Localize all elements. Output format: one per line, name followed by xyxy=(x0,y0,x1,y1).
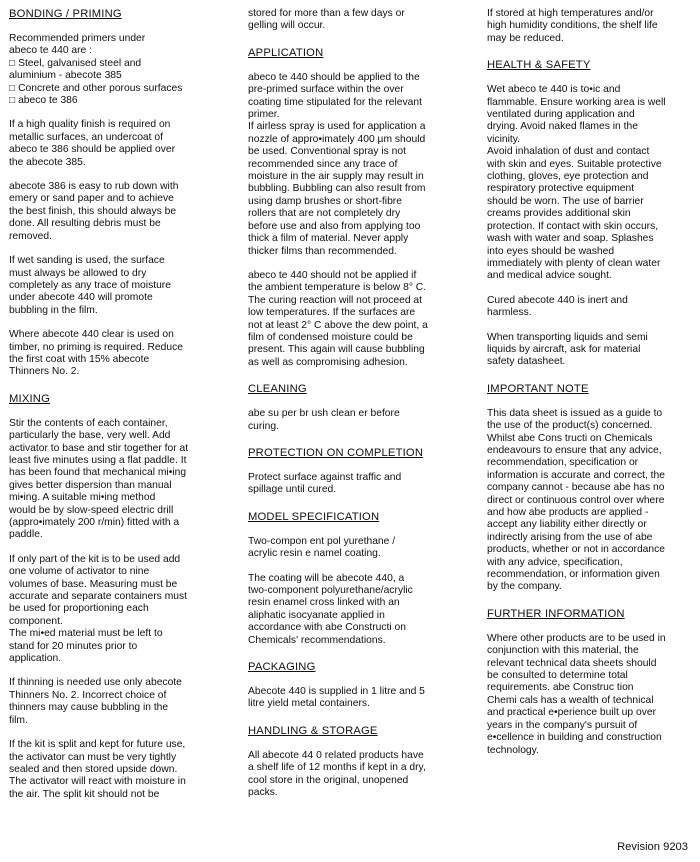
section-spacer xyxy=(487,369,695,383)
paragraph-spacer xyxy=(9,665,237,677)
heading-spacer xyxy=(248,674,476,686)
paragraph-spacer xyxy=(248,561,476,573)
section-heading: APPLICATION xyxy=(248,46,324,59)
revision-label: Revision 9203 xyxy=(617,841,688,853)
section-heading: HEALTH & SAFETY xyxy=(487,59,591,72)
section-spacer xyxy=(248,433,476,447)
body-paragraph: Two-compon ent pol yurethane / acrylic resin e namel coating. xyxy=(248,535,396,560)
body-paragraph: Protect surface against traffic and spillage until cured. xyxy=(248,471,402,496)
body-paragraph: If wet sanding is used, the surface must always be allowed to dry completely as any trace of moisture under abecote 440 will promote bubbling in the film. xyxy=(9,255,171,316)
paragraph-spacer xyxy=(9,243,237,255)
heading-spacer xyxy=(487,72,695,84)
section-spacer xyxy=(248,33,476,47)
heading-spacer xyxy=(248,396,476,408)
body-paragraph: Where other products are to be used in conjunction with this material, the relevant technical data sheets should be consulted to determine total requirements. abe Construc tion Chemi cals has a wealth of technical and practical e•perience built up over years in the company's pursuit of e•cellence in building and construction technology. xyxy=(487,632,666,756)
heading-spacer xyxy=(9,21,237,33)
body-paragraph: Recommended primers under abeco te 440 are : □ Steel, galvanised steel and aluminium - abecote 385 □ Concrete and other porous surfaces □ abeco te 386 xyxy=(9,33,183,107)
section-heading: IMPORTANT NOTE xyxy=(487,382,589,395)
section-heading: FURTHER INFORMATION xyxy=(487,607,625,620)
body-paragraph: abe su per br ush clean er before curing. xyxy=(248,408,400,432)
section-spacer xyxy=(487,594,695,608)
section-heading: PROTECTION ON COMPLETION xyxy=(248,446,424,459)
column-3 xyxy=(487,8,695,757)
paragraph-spacer xyxy=(9,107,237,119)
paragraph-spacer xyxy=(487,283,695,295)
body-paragraph: Stir the contents of each container, particularly the base, very well. Add activator to base and stir together for at least five minutes using a flat paddle. It has been found that mechanical mi•ing gives better dispersion than manual mi•ing. A suitable mi•ing method would be by slow-speed electric drill (appro•imately 200 r/min) fitted with a paddle. xyxy=(9,417,189,541)
body-paragraph: All abecote 44 0 related products have a shelf life of 12 months if kept in a dry, cool store in the original, unopened packs. xyxy=(248,749,426,799)
body-paragraph: The coating will be abecote 440, a two-component polyurethane/acrylic resin enamel cross linked with an aliphatic isocyanate applied in accordance with abe Constructi on Chemicals' recommendations. xyxy=(248,572,413,646)
heading-spacer xyxy=(248,738,476,750)
body-paragraph: If a high quality finish is required on metallic surfaces, an undercoat of abeco te 386 should be applied over the abecote 385. xyxy=(9,119,176,168)
heading-spacer xyxy=(248,524,476,536)
column-1 xyxy=(9,8,237,801)
paragraph-spacer xyxy=(248,258,476,270)
body-paragraph: stored for more than a few days or gelling will occur. xyxy=(248,8,405,32)
body-paragraph: Cured abecote 440 is inert and harmless. xyxy=(487,294,628,319)
heading-spacer xyxy=(248,60,476,72)
paragraph-spacer xyxy=(9,169,237,181)
column-2 xyxy=(248,8,476,799)
paragraph-spacer xyxy=(9,317,237,329)
section-heading: BONDING / PRIMING xyxy=(9,8,122,20)
section-spacer xyxy=(248,647,476,661)
section-heading: HANDLING & STORAGE xyxy=(248,724,378,737)
body-paragraph: abeco te 440 should be applied to the pre-primed surface within the over coating time stipulated for the relevant primer. If airless spray is used for application a nozzle of appro•imately 400 µm should be used. Conventional spray is not recommended since any trace of moisture in the air supply may result in bubbling. Bubbling can also result from using damp brushes or short-fibre rollers that are not completely dry before use and also from applying too thick a film of material. Never apply thicker films than recommended. xyxy=(248,71,426,257)
section-heading: PACKAGING xyxy=(248,661,316,674)
body-paragraph: Abecote 440 is supplied in 1 litre and 5 litre yield metal containers. xyxy=(248,686,425,710)
body-paragraph: If the kit is split and kept for future use, the activator can must be very tightly sealed and then stored upside down. The activator will react with moisture in the air. The split kit should not be xyxy=(9,739,186,800)
section-spacer xyxy=(248,711,476,725)
section-heading: CLEANING xyxy=(248,383,307,396)
paragraph-spacer xyxy=(9,542,237,554)
paragraph-spacer xyxy=(487,320,695,332)
section-spacer xyxy=(487,45,695,59)
heading-spacer xyxy=(487,396,695,408)
body-paragraph: abeco te 440 should not be applied if the ambient temperature is below 8° C. The curing reaction will not proceed at low temperatures. If the surfaces are not at least 2° C above the dew point, a film of condensed moisture could be present. This again will cause bubbling as well as compromising adhesion. xyxy=(248,269,428,368)
body-paragraph: abecote 386 is easy to rub down with emery or sand paper and to achieve the best finish, this should always be done. All resulting debris must be removed. xyxy=(9,181,179,242)
body-paragraph: If stored at high temperatures and/or high humidity conditions, the shelf life may be reduced. xyxy=(487,8,658,44)
paragraph-spacer xyxy=(9,727,237,739)
heading-spacer xyxy=(248,460,476,472)
section-spacer xyxy=(248,497,476,511)
heading-spacer xyxy=(9,406,237,418)
body-paragraph: Wet abeco te 440 is to•ic and flammable. Ensure working area is well ventilated during application and drying. Avoid naked flames in the vicinity. Avoid inhalation of dust and contact with skin and eyes. Suitable protective clothing, gloves, eye protection and respiratory protective equipment should be worn. The use of barrier creams provides additional skin protection. If contact with skin occurs, wash with water and soap. Splashes into eyes should be washed immediately with plenty of clean water and medical advice sought. xyxy=(487,84,666,282)
section-spacer xyxy=(248,369,476,383)
heading-spacer xyxy=(487,621,695,633)
section-heading: MIXING xyxy=(9,392,50,405)
body-paragraph: If thinning is needed use only abecote Thinners No. 2. Incorrect choice of thinners may cause bubbling in the film. xyxy=(9,677,182,726)
body-paragraph: This data sheet is issued as a guide to the use of the product(s) concerned. Whilst abe Cons tructi on Chemicals endeavours to ensure that any advice, recommendation, specification or information is accurate and correct, the company cannot - because abe has no direct or continuous control over where and how abe products are applied - accept any liability either directly or indirectly arising from the use of abe products, whether or not in accordance with any advice, specification, recommendation, or information given by the company. xyxy=(487,407,666,593)
body-paragraph: If only part of the kit is to be used add one volume of activator to nine volumes of base. Measuring must be accurate and separate containers must be used for proportioning each component. The mi•ed material must be left to stand for 20 minutes prior to application. xyxy=(9,553,188,665)
section-spacer xyxy=(9,379,237,393)
section-heading: MODEL SPECIFICATION xyxy=(248,510,380,523)
body-paragraph: Where abecote 440 clear is used on timber, no priming is required. Reduce the first coat with 15% abecote Thinners No. 2. xyxy=(9,329,183,378)
body-paragraph: When transporting liquids and semi liquids by aircraft, ask for material safety datasheet. xyxy=(487,331,648,368)
